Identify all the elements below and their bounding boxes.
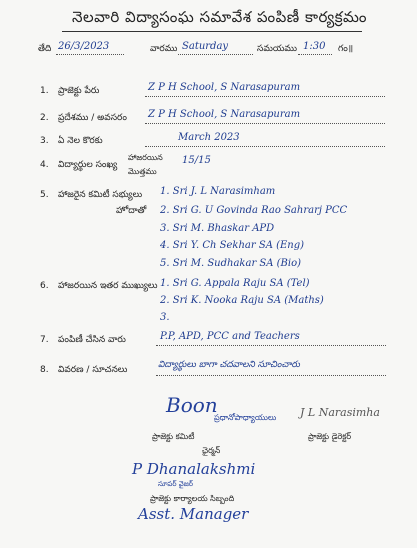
committee-member: 3. Sri M. Bhaskar APD: [160, 223, 275, 234]
row-number: 4.: [40, 160, 49, 170]
others-number: 6.: [40, 281, 49, 291]
page-title: నెలవారి విద్యాసంఘ సమావేశ పంపిణీ కార్యక్రమం: [72, 8, 368, 26]
committee-label: హాజరైన కమిటీ సభ్యులు: [58, 190, 143, 200]
row-label: విద్యార్థుల సంఖ్య: [58, 160, 118, 170]
title-underline: [62, 31, 362, 32]
chairman-sublabel: ఛైర్మన్: [202, 446, 221, 455]
distributed-label: పంపిణీ చేసిన వారు: [58, 335, 126, 345]
row-value: March 2023: [178, 132, 240, 143]
director-signature: J L Narasimha: [300, 406, 380, 419]
supervisor-sublabel: సూపర్ వైజర్: [158, 480, 193, 488]
committee-number: 5.: [40, 190, 49, 200]
row-number: 2.: [40, 113, 49, 123]
row-value: Z P H School, S Narasapuram: [148, 82, 301, 93]
others-label: హాజరయిన ఇతర ముఖ్యులు: [58, 281, 158, 291]
committee-member: 2. Sri G. U Govinda Rao Sahrarj PCC: [160, 205, 348, 216]
committee-member: 5. Sri M. Sudhakar SA (Bio): [160, 258, 302, 269]
row-value: 15/15: [182, 155, 211, 166]
committee-sublabel: హోదాతో: [116, 206, 147, 216]
chairman-label: ప్రాజెక్టు కమిటీ: [152, 432, 195, 441]
others-member: 1. Sri G. Appala Raju SA (Tel): [160, 278, 310, 289]
distributed-number: 7.: [40, 335, 49, 345]
row-number: 1.: [40, 86, 49, 96]
remarks-value: విద్యార్థులు బాగా చదవాలని సూచించారు: [158, 360, 300, 370]
distributed-line: [156, 345, 386, 346]
chairman-stamp: ప్రధానోపాధ్యాయులు: [214, 413, 277, 422]
row-label: ప్రదేశము / అవసరం: [58, 113, 127, 123]
row-label: ఏ నెల కొరకు: [58, 136, 103, 146]
distributed-value: P.P, APD, PCC and Teachers: [160, 331, 300, 342]
date-label: తేది: [38, 44, 52, 54]
date-value: 26/3/2023: [58, 41, 110, 52]
time-unit: గం॥: [338, 44, 354, 54]
supervisor-title: Asst. Manager: [138, 505, 249, 523]
row-line: [145, 96, 385, 97]
committee-member: 4. Sri Y. Ch Sekhar SA (Eng): [160, 240, 305, 251]
day-line: [178, 54, 253, 55]
remarks-line: [156, 375, 386, 376]
row-sublabel-total: మొత్తము: [128, 167, 157, 176]
chairman-signature: Boon: [166, 393, 218, 417]
date-line: [56, 54, 124, 55]
row-label: ప్రాజెక్టు పేరు: [58, 86, 100, 96]
time-label: సమయము: [257, 44, 298, 54]
remarks-number: 8.: [40, 365, 49, 375]
remarks-label: వివరణ / సూచనలు: [58, 365, 128, 375]
others-member: 3.: [160, 312, 170, 323]
row-line: [145, 123, 385, 124]
others-member: 2. Sri K. Nooka Raju SA (Maths): [160, 295, 324, 306]
row-value: Z P H School, S Narasapuram: [148, 109, 301, 120]
committee-member: 1. Sri J. L Narasimham: [160, 186, 276, 197]
row-number: 3.: [40, 136, 49, 146]
supervisor-office: ప్రాజెక్టు కార్యాలయ సిబ్బంది: [150, 494, 235, 503]
supervisor-name: P Dhanalakshmi: [132, 460, 256, 478]
time-value: 1:30: [303, 41, 326, 52]
row-sublabel-present: హాజరయిన: [128, 153, 163, 162]
time-line: [298, 54, 332, 55]
day-label: వారము: [150, 44, 178, 54]
day-value: Saturday: [182, 41, 229, 52]
director-label: ప్రాజెక్టు డైరెక్టర్: [308, 432, 352, 441]
row-line: [145, 146, 385, 147]
